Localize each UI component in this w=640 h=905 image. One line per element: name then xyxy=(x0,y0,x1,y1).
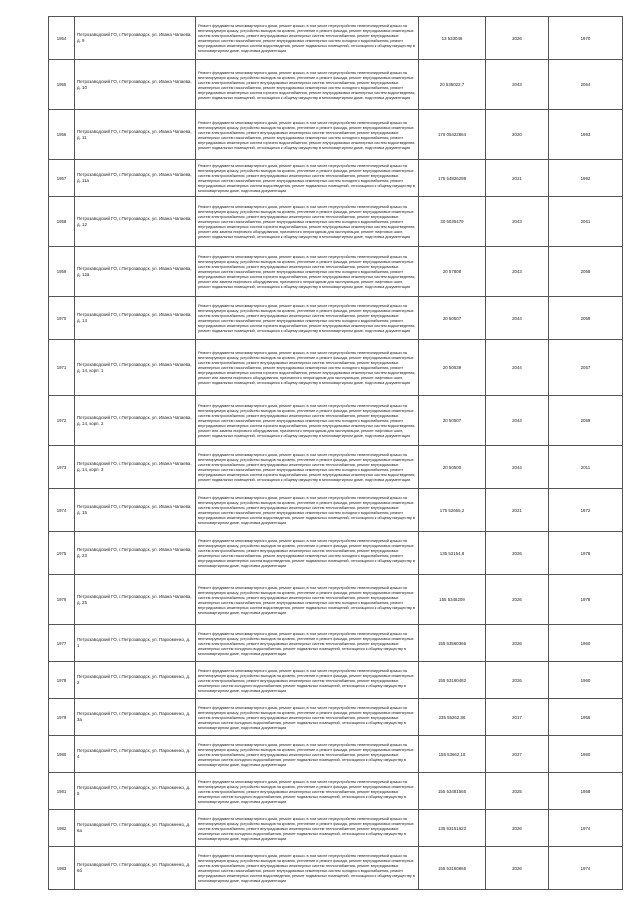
row-number: 1972 xyxy=(49,396,75,446)
row-build-year: 2059 xyxy=(549,297,623,340)
row-build-year: 1960 xyxy=(549,662,623,699)
row-works-list: Ремонт фундамента многоквартирного дома, ремонт крыши, в том числе переустройство невентилируемой крыши на вентилируемую крышу, устройство выходов на кровлю, утепление и ремонт фасада, ремонт внутридомовых инженерных систем электроснабжения, ремонт внутридомовых инженерных систем теплоснабжения, ремонт внутридомовых инженерных систем газоснабжения, ремонт внутридомовых инженерных систем холодного водоснабжения, ремонт внутридомовых инженерных систем водоотведения, ремонт подвальных помещений, относящихся к общему имуществу в многоквартирном доме, подготовка документации xyxy=(196,575,419,625)
row-planned-year: 2017 xyxy=(486,699,549,736)
row-build-year: 2064 xyxy=(549,60,623,110)
row-number: 1954 xyxy=(49,17,75,60)
row-planned-year: 2026 xyxy=(486,847,549,890)
row-works-list: Ремонт фундамента многоквартирного дома, ремонт крыши, в том числе переустройство невентилируемой крыши на вентилируемую крышу, устройство выходов на кровлю, утепление и ремонт фасада, ремонт внутридомовых инженерных систем электроснабжения, ремонт внутридомовых инженерных систем теплоснабжения, ремонт внутридомовых инженерных систем газоснабжения, ремонт внутридомовых инженерных систем холодного водоснабжения, ремонт внутридомовых инженерных систем горячего водоснабжения, ремонт внутридомовых инженерных систем водоотведения, ремонт подвальных помещений, относящихся к общему имуществу в многоквартирном доме, подготовка документации xyxy=(196,446,419,489)
row-address: Петрозаводский ГО, г.Петрозаводск, ул. Ивана Чапаева, д. 14, корп. 3 xyxy=(75,446,196,489)
row-number: 1973 xyxy=(49,446,75,489)
row-build-year: 1974 xyxy=(549,847,623,890)
row-cost: 235 55262,86 xyxy=(419,699,486,736)
table-row xyxy=(49,575,623,625)
row-works-list: Ремонт фундамента многоквартирного дома, ремонт крыши, в том числе переустройство невентилируемой крыши на вентилируемую крышу, устройство выходов на кровлю, утепление и ремонт фасада, ремонт внутридомовых инженерных систем электроснабжения, ремонт внутридомовых инженерных систем теплоснабжения, ремонт внутридомовых инженерных систем газоснабжения, ремонт внутридомовых инженерных систем холодного водоснабжения, ремонт внутридомовых инженерных систем горячего водоснабжения, ремонт внутридомовых инженерных систем водоотведения, ремонт или замена лифтового оборудования, признанного непригодным для эксплуатации, ремонт лифтовых шахт, ремонт подвальных помещений, относящихся к общему имуществу в многоквартирном доме, подготовка документации xyxy=(196,396,419,446)
row-build-year: 1956 xyxy=(549,699,623,736)
table-row xyxy=(49,699,623,736)
row-planned-year: 2043 xyxy=(486,197,549,247)
row-build-year: 1978 xyxy=(549,532,623,575)
table-row xyxy=(49,297,623,340)
row-address: Петрозаводский ГО, г.Петрозаводск, ул. Ивана Чапаева, д. 23 xyxy=(75,532,196,575)
row-build-year: 2011 xyxy=(549,446,623,489)
row-number: 1977 xyxy=(49,625,75,662)
row-planned-year: 2044 xyxy=(486,297,549,340)
row-address: Петрозаводский ГО, г.Петрозаводск, ул. Пархоменко, д. 3а xyxy=(75,699,196,736)
row-number: 1975 xyxy=(49,532,75,575)
row-planned-year: 2026 xyxy=(486,532,549,575)
row-address: Петрозаводский ГО, г.Петрозаводск, ул. Ивана Чапаева, д. 9 xyxy=(75,17,196,60)
row-number: 1978 xyxy=(49,662,75,699)
row-cost: 20 50507 xyxy=(419,396,486,446)
row-works-list: Ремонт фундамента многоквартирного дома, ремонт крыши, в том числе переустройство невентилируемой крыши на вентилируемую крышу, устройство выходов на кровлю, утепление и ремонт фасада, ремонт внутридомовых инженерных систем электроснабжения, ремонт внутридомовых инженерных систем теплоснабжения, ремонт внутридомовых инженерных систем газоснабжения, ремонт внутридомовых инженерных систем холодного водоснабжения, ремонт внутридомовых инженерных систем водоотведения, ремонт подвальных помещений, относящихся к общему имуществу в многоквартирном доме, подготовка документации xyxy=(196,847,419,890)
row-cost: 155 5348209 xyxy=(419,575,486,625)
row-works-list: Ремонт фундамента многоквартирного дома, ремонт крыши, в том числе переустройство невентилируемой крыши на вентилируемую крышу, устройство выходов на кровлю, утепление и ремонт фасада, ремонт внутридомовых инженерных систем электроснабжения, ремонт внутридомовых инженерных систем теплоснабжения, ремонт внутридомовых инженерных систем газоснабжения, ремонт внутридомовых инженерных систем холодного водоснабжения, ремонт внутридомовых инженерных систем горячего водоснабжения, ремонт внутридомовых инженерных систем водоотведения, ремонт подвальных помещений, относящихся к общему имуществу в многоквартирном доме, подготовка документации xyxy=(196,60,419,110)
row-build-year: 1993 xyxy=(549,110,623,160)
row-cost: 175 52665,2 xyxy=(419,489,486,532)
row-planned-year: 2026 xyxy=(486,575,549,625)
row-works-list: Ремонт фундамента многоквартирного дома, ремонт крыши, в том числе переустройство невентилируемой крыши на вентилируемую крышу, устройство выходов на кровлю, утепление и ремонт фасада, ремонт внутридомовых инженерных систем электроснабжения, ремонт внутридомовых инженерных систем теплоснабжения, ремонт внутридомовых инженерных систем газоснабжения, ремонт внутридомовых инженерных систем холодного водоснабжения, ремонт внутридомовых инженерных систем водоотведения, ремонт подвальных помещений, относящихся к общему имуществу в многоквартирном доме, подготовка документации xyxy=(196,489,419,532)
row-address: Петрозаводский ГО, г.Петрозаводск, ул. Ивана Чапаева, д. 11 xyxy=(75,110,196,160)
table-row xyxy=(49,247,623,297)
row-planned-year: 2043 xyxy=(486,247,549,297)
table-row xyxy=(49,396,623,446)
row-planned-year: 2026 xyxy=(486,625,549,662)
table-row xyxy=(49,847,623,890)
row-number: 1979 xyxy=(49,699,75,736)
row-cost: 20 57808 xyxy=(419,247,486,297)
row-build-year: 2061 xyxy=(549,197,623,247)
row-works-list: Ремонт фундамента многоквартирного дома, ремонт крыши, в том числе переустройство невентилируемой крыши на вентилируемую крышу, устройство выходов на кровлю, утепление и ремонт фасада, ремонт внутридомовых инженерных систем электроснабжения, ремонт внутридомовых инженерных систем теплоснабжения, ремонт внутридомовых инженерных систем холодного водоснабжения, ремонт подвальных помещений, относящихся к общему имуществу в многоквартирном доме, подготовка документации xyxy=(196,662,419,699)
row-address: Петрозаводский ГО, г.Петрозаводск, ул. Пархоменко, д. 2 xyxy=(75,662,196,699)
row-build-year: 1972 xyxy=(549,489,623,532)
row-number: 1982 xyxy=(49,810,75,847)
row-address: Петрозаводский ГО, г.Петрозаводск, ул. Ивана Чапаева, д. 12а xyxy=(75,247,196,297)
row-works-list: Ремонт фундамента многоквартирного дома, ремонт крыши, в том числе переустройство невентилируемой крыши на вентилируемую крышу, устройство выходов на кровлю, утепление и ремонт фасада, ремонт внутридомовых инженерных систем электроснабжения, ремонт внутридомовых инженерных систем теплоснабжения, ремонт внутридомовых инженерных систем газоснабжения, ремонт внутридомовых инженерных систем холодного водоснабжения, ремонт внутридомовых инженерных систем горячего водоснабжения, ремонт внутридомовых инженерных систем водоотведения, ремонт подвальных помещений, относящихся к общему имуществу в многоквартирном доме, подготовка документации xyxy=(196,110,419,160)
row-works-list: Ремонт фундамента многоквартирного дома, ремонт крыши, в том числе переустройство невентилируемой крыши на вентилируемую крышу, устройство выходов на кровлю, утепление и ремонт фасада, ремонт внутридомовых инженерных систем электроснабжения, ремонт внутридомовых инженерных систем теплоснабжения, ремонт внутридомовых инженерных систем холодного водоснабжения, ремонт подвальных помещений, относящихся к общему имуществу в многоквартирном доме, подготовка документации xyxy=(196,699,419,736)
row-works-list: Ремонт фундамента многоквартирного дома, ремонт крыши, в том числе переустройство невентилируемой крыши на вентилируемую крышу, устройство выходов на кровлю, утепление и ремонт фасада, ремонт внутридомовых инженерных систем электроснабжения, ремонт внутридомовых инженерных систем теплоснабжения, ремонт внутридомовых инженерных систем холодного водоснабжения, ремонт подвальных помещений, относящихся к общему имуществу в многоквартирном доме, подготовка документации xyxy=(196,625,419,662)
table-row xyxy=(49,662,623,699)
row-cost: 30 5035479 xyxy=(419,197,486,247)
row-address: Петрозаводский ГО, г.Петрозаводск, ул. Ивана Чапаева, д. 14, корп. 1 xyxy=(75,340,196,396)
row-planned-year: 2026 xyxy=(486,17,549,60)
row-build-year: 2057 xyxy=(549,340,623,396)
row-planned-year: 2043 xyxy=(486,60,549,110)
row-number: 1959 xyxy=(49,247,75,297)
table-row xyxy=(49,197,623,247)
row-build-year: 1992 xyxy=(549,160,623,197)
row-number: 1971 xyxy=(49,340,75,396)
row-build-year: 2059 xyxy=(549,396,623,446)
row-number: 1981 xyxy=(49,773,75,810)
row-build-year: 1974 xyxy=(549,810,623,847)
row-planned-year: 2026 xyxy=(486,810,549,847)
row-planned-year: 2044 xyxy=(486,340,549,396)
row-cost: 20 50539 xyxy=(419,340,486,396)
document-page xyxy=(48,16,592,888)
row-address: Петрозаводский ГО, г.Петрозаводск, ул. Пархоменко, д. 5 xyxy=(75,773,196,810)
row-planned-year: 2027 xyxy=(486,736,549,773)
table-row xyxy=(49,625,623,662)
row-cost: 155 53560366 xyxy=(419,625,486,662)
row-build-year: 1958 xyxy=(549,773,623,810)
row-cost: 176 05422864 xyxy=(419,110,486,160)
table-row xyxy=(49,773,623,810)
row-planned-year: 2020 xyxy=(486,110,549,160)
row-build-year: 1960 xyxy=(549,736,623,773)
row-cost: 155 53481565 xyxy=(419,773,486,810)
row-address: Петрозаводский ГО, г.Петрозаводск, ул. Ивана Чапаева, д. 15 xyxy=(75,489,196,532)
row-cost: 155 53160865 xyxy=(419,847,486,890)
row-planned-year: 2025 xyxy=(486,773,549,810)
row-cost: 135 53154,8 xyxy=(419,532,486,575)
row-works-list: Ремонт фундамента многоквартирного дома, ремонт крыши, в том числе переустройство невентилируемой крыши на вентилируемую крышу, устройство выходов на кровлю, утепление и ремонт фасада, ремонт внутридомовых инженерных систем электроснабжения, ремонт внутридомовых инженерных систем теплоснабжения, ремонт внутридомовых инженерных систем холодного водоснабжения, ремонт подвальных помещений, относящихся к общему имуществу в многоквартирном доме, подготовка документации xyxy=(196,736,419,773)
row-number: 1976 xyxy=(49,575,75,625)
row-build-year: 1970 xyxy=(549,17,623,60)
row-build-year: 2058 xyxy=(549,247,623,297)
row-address: Петрозаводский ГО, г.Петрозаводск, ул. Пархоменко, д. 6б xyxy=(75,847,196,890)
row-works-list: Ремонт фундамента многоквартирного дома, ремонт крыши, в том числе переустройство невентилируемой крыши на вентилируемую крышу, устройство выходов на кровлю, утепление и ремонт фасада, ремонт внутридомовых инженерных систем электроснабжения, ремонт внутридомовых инженерных систем теплоснабжения, ремонт внутридомовых инженерных систем газоснабжения, ремонт внутридомовых инженерных систем холодного водоснабжения, ремонт внутридомовых инженерных систем водоотведения, ремонт подвальных помещений, относящихся к общему имуществу в многоквартирном доме, подготовка документации xyxy=(196,17,419,60)
row-planned-year: 2026 xyxy=(486,662,549,699)
table-row xyxy=(49,446,623,489)
table-row xyxy=(49,17,623,60)
row-build-year: 1960 xyxy=(549,625,623,662)
row-cost: 20 535022,7 xyxy=(419,60,486,110)
row-number: 1955 xyxy=(49,60,75,110)
row-number: 1958 xyxy=(49,197,75,247)
row-address: Петрозаводский ГО, г.Петрозаводск, ул. Ивана Чапаева, д. 11а xyxy=(75,160,196,197)
row-planned-year: 2021 xyxy=(486,489,549,532)
row-works-list: Ремонт фундамента многоквартирного дома, ремонт крыши, в том числе переустройство невентилируемой крыши на вентилируемую крышу, устройство выходов на кровлю, утепление и ремонт фасада, ремонт внутридомовых инженерных систем электроснабжения, ремонт внутридомовых инженерных систем теплоснабжения, ремонт внутридомовых инженерных систем газоснабжения, ремонт внутридомовых инженерных систем холодного водоснабжения, ремонт внутридомовых инженерных систем горячего водоснабжения, ремонт внутридомовых инженерных систем водоотведения, ремонт или замена лифтового оборудования, признанного непригодным для эксплуатации, ремонт лифтовых шахт, ремонт подвальных помещений, относящихся к общему имуществу в многоквартирном доме, подготовка документации xyxy=(196,247,419,297)
row-number: 1983 xyxy=(49,847,75,890)
table-row xyxy=(49,810,623,847)
row-address: Петрозаводский ГО, г.Петрозаводск, ул. Пархоменко, д. 6а xyxy=(75,810,196,847)
row-works-list: Ремонт фундамента многоквартирного дома, ремонт крыши, в том числе переустройство невентилируемой крыши на вентилируемую крышу, устройство выходов на кровлю, утепление и ремонт фасада, ремонт внутридомовых инженерных систем электроснабжения, ремонт внутридомовых инженерных систем теплоснабжения, ремонт внутридомовых инженерных систем газоснабжения, ремонт внутридомовых инженерных систем холодного водоснабжения, ремонт внутридомовых инженерных систем горячего водоснабжения, ремонт внутридомовых инженерных систем водоотведения, ремонт или замена лифтового оборудования, признанного непригодным для эксплуатации, ремонт лифтовых шахт, ремонт подвальных помещений, относящихся к общему имуществу в многоквартирном доме, подготовка документации xyxy=(196,340,419,396)
table-row xyxy=(49,532,623,575)
table-row xyxy=(49,340,623,396)
row-planned-year: 2021 xyxy=(486,160,549,197)
row-planned-year: 2044 xyxy=(486,396,549,446)
row-number: 1980 xyxy=(49,736,75,773)
table-row xyxy=(49,736,623,773)
row-planned-year: 2044 xyxy=(486,446,549,489)
row-works-list: Ремонт фундамента многоквартирного дома, ремонт крыши, в том числе переустройство невентилируемой крыши на вентилируемую крышу, устройство выходов на кровлю, утепление и ремонт фасада, ремонт внутридомовых инженерных систем электроснабжения, ремонт внутридомовых инженерных систем теплоснабжения, ремонт внутридомовых инженерных систем газоснабжения, ремонт внутридомовых инженерных систем холодного водоснабжения, ремонт внутридомовых инженерных систем водоотведения, ремонт подвальных помещений, относящихся к общему имуществу в многоквартирном доме, подготовка документации xyxy=(196,532,419,575)
row-build-year: 1978 xyxy=(549,575,623,625)
row-works-list: Ремонт фундамента многоквартирного дома, ремонт крыши, в том числе переустройство невентилируемой крыши на вентилируемую крышу, устройство выходов на кровлю, утепление и ремонт фасада, ремонт внутридомовых инженерных систем электроснабжения, ремонт внутридомовых инженерных систем теплоснабжения, ремонт внутридомовых инженерных систем газоснабжения, ремонт внутридомовых инженерных систем холодного водоснабжения, ремонт внутридомовых инженерных систем горячего водоснабжения, ремонт внутридомовых инженерных систем водоотведения, ремонт подвальных помещений, относящихся к общему имуществу в многоквартирном доме, подготовка документации xyxy=(196,297,419,340)
table-row xyxy=(49,489,623,532)
row-address: Петрозаводский ГО, г.Петрозаводск, ул. Пархоменко, д. 4 xyxy=(75,736,196,773)
row-address: Петрозаводский ГО, г.Петрозаводск, ул. Ивана Чапаева, д. 14, корп. 2 xyxy=(75,396,196,446)
row-cost: 135 53151623 xyxy=(419,810,486,847)
row-address: Петрозаводский ГО, г.Петрозаводск, ул. Ивана Чапаева, д. 10 xyxy=(75,60,196,110)
row-cost: 20 50500 xyxy=(419,446,486,489)
row-number: 1974 xyxy=(49,489,75,532)
row-works-list: Ремонт фундамента многоквартирного дома, ремонт крыши, в том числе переустройство невентилируемой крыши на вентилируемую крышу, устройство выходов на кровлю, утепление и ремонт фасада, ремонт внутридомовых инженерных систем электроснабжения, ремонт внутридомовых инженерных систем теплоснабжения, ремонт внутридомовых инженерных систем газоснабжения, ремонт внутридомовых инженерных систем холодного водоснабжения, ремонт внутридомовых инженерных систем горячего водоснабжения, ремонт внутридомовых инженерных систем водоотведения, ремонт или замена лифтового оборудования, признанного непригодным для эксплуатации, ремонт лифтовых шахт, ремонт подвальных помещений, относящихся к общему имуществу в многоквартирном доме, подготовка документации xyxy=(196,197,419,247)
table-body xyxy=(49,17,623,890)
row-cost: 155 53160482 xyxy=(419,662,486,699)
row-works-list: Ремонт фундамента многоквартирного дома, ремонт крыши, в том числе переустройство невентилируемой крыши на вентилируемую крышу, устройство выходов на кровлю, утепление и ремонт фасада, ремонт внутридомовых инженерных систем электроснабжения, ремонт внутридомовых инженерных систем теплоснабжения, ремонт внутридомовых инженерных систем холодного водоснабжения, ремонт подвальных помещений, относящихся к общему имуществу в многоквартирном доме, подготовка документации xyxy=(196,773,419,810)
row-address: Петрозаводский ГО, г.Петрозаводск, ул. Ивана Чапаева, д. 25 xyxy=(75,575,196,625)
row-cost: 155 53662,18 xyxy=(419,736,486,773)
row-cost: 20 50507 xyxy=(419,297,486,340)
row-number: 1956 xyxy=(49,110,75,160)
row-cost: 13 533046 xyxy=(419,17,486,60)
table-row xyxy=(49,60,623,110)
repair-schedule-table xyxy=(48,16,623,890)
row-address: Петрозаводский ГО, г.Петрозаводск, ул. Ивана Чапаева, д. 14 xyxy=(75,297,196,340)
row-address: Петрозаводский ГО, г.Петрозаводск, ул. Пархоменко, д. 1 xyxy=(75,625,196,662)
table-row xyxy=(49,110,623,160)
row-works-list: Ремонт фундамента многоквартирного дома, ремонт крыши, в том числе переустройство невентилируемой крыши на вентилируемую крышу, устройство выходов на кровлю, утепление и ремонт фасада, ремонт внутридомовых инженерных систем электроснабжения, ремонт внутридомовых инженерных систем теплоснабжения, ремонт внутридомовых инженерных систем газоснабжения, ремонт внутридомовых инженерных систем холодного водоснабжения, ремонт внутридомовых инженерных систем водоотведения, ремонт подвальных помещений, относящихся к общему имуществу в многоквартирном доме, подготовка документации xyxy=(196,160,419,197)
row-works-list: Ремонт фундамента многоквартирного дома, ремонт крыши, в том числе переустройство невентилируемой крыши на вентилируемую крышу, устройство выходов на кровлю, утепление и ремонт фасада, ремонт внутридомовых инженерных систем электроснабжения, ремонт внутридомовых инженерных систем теплоснабжения, ремонт внутридомовых инженерных систем холодного водоснабжения, ремонт подвальных помещений, относящихся к общему имуществу в многоквартирном доме, подготовка документации xyxy=(196,810,419,847)
row-number: 1957 xyxy=(49,160,75,197)
row-address: Петрозаводский ГО, г.Петрозаводск, ул. Ивана Чапаева, д. 12 xyxy=(75,197,196,247)
row-cost: 175 54826298 xyxy=(419,160,486,197)
row-number: 1970 xyxy=(49,297,75,340)
table-row xyxy=(49,160,623,197)
